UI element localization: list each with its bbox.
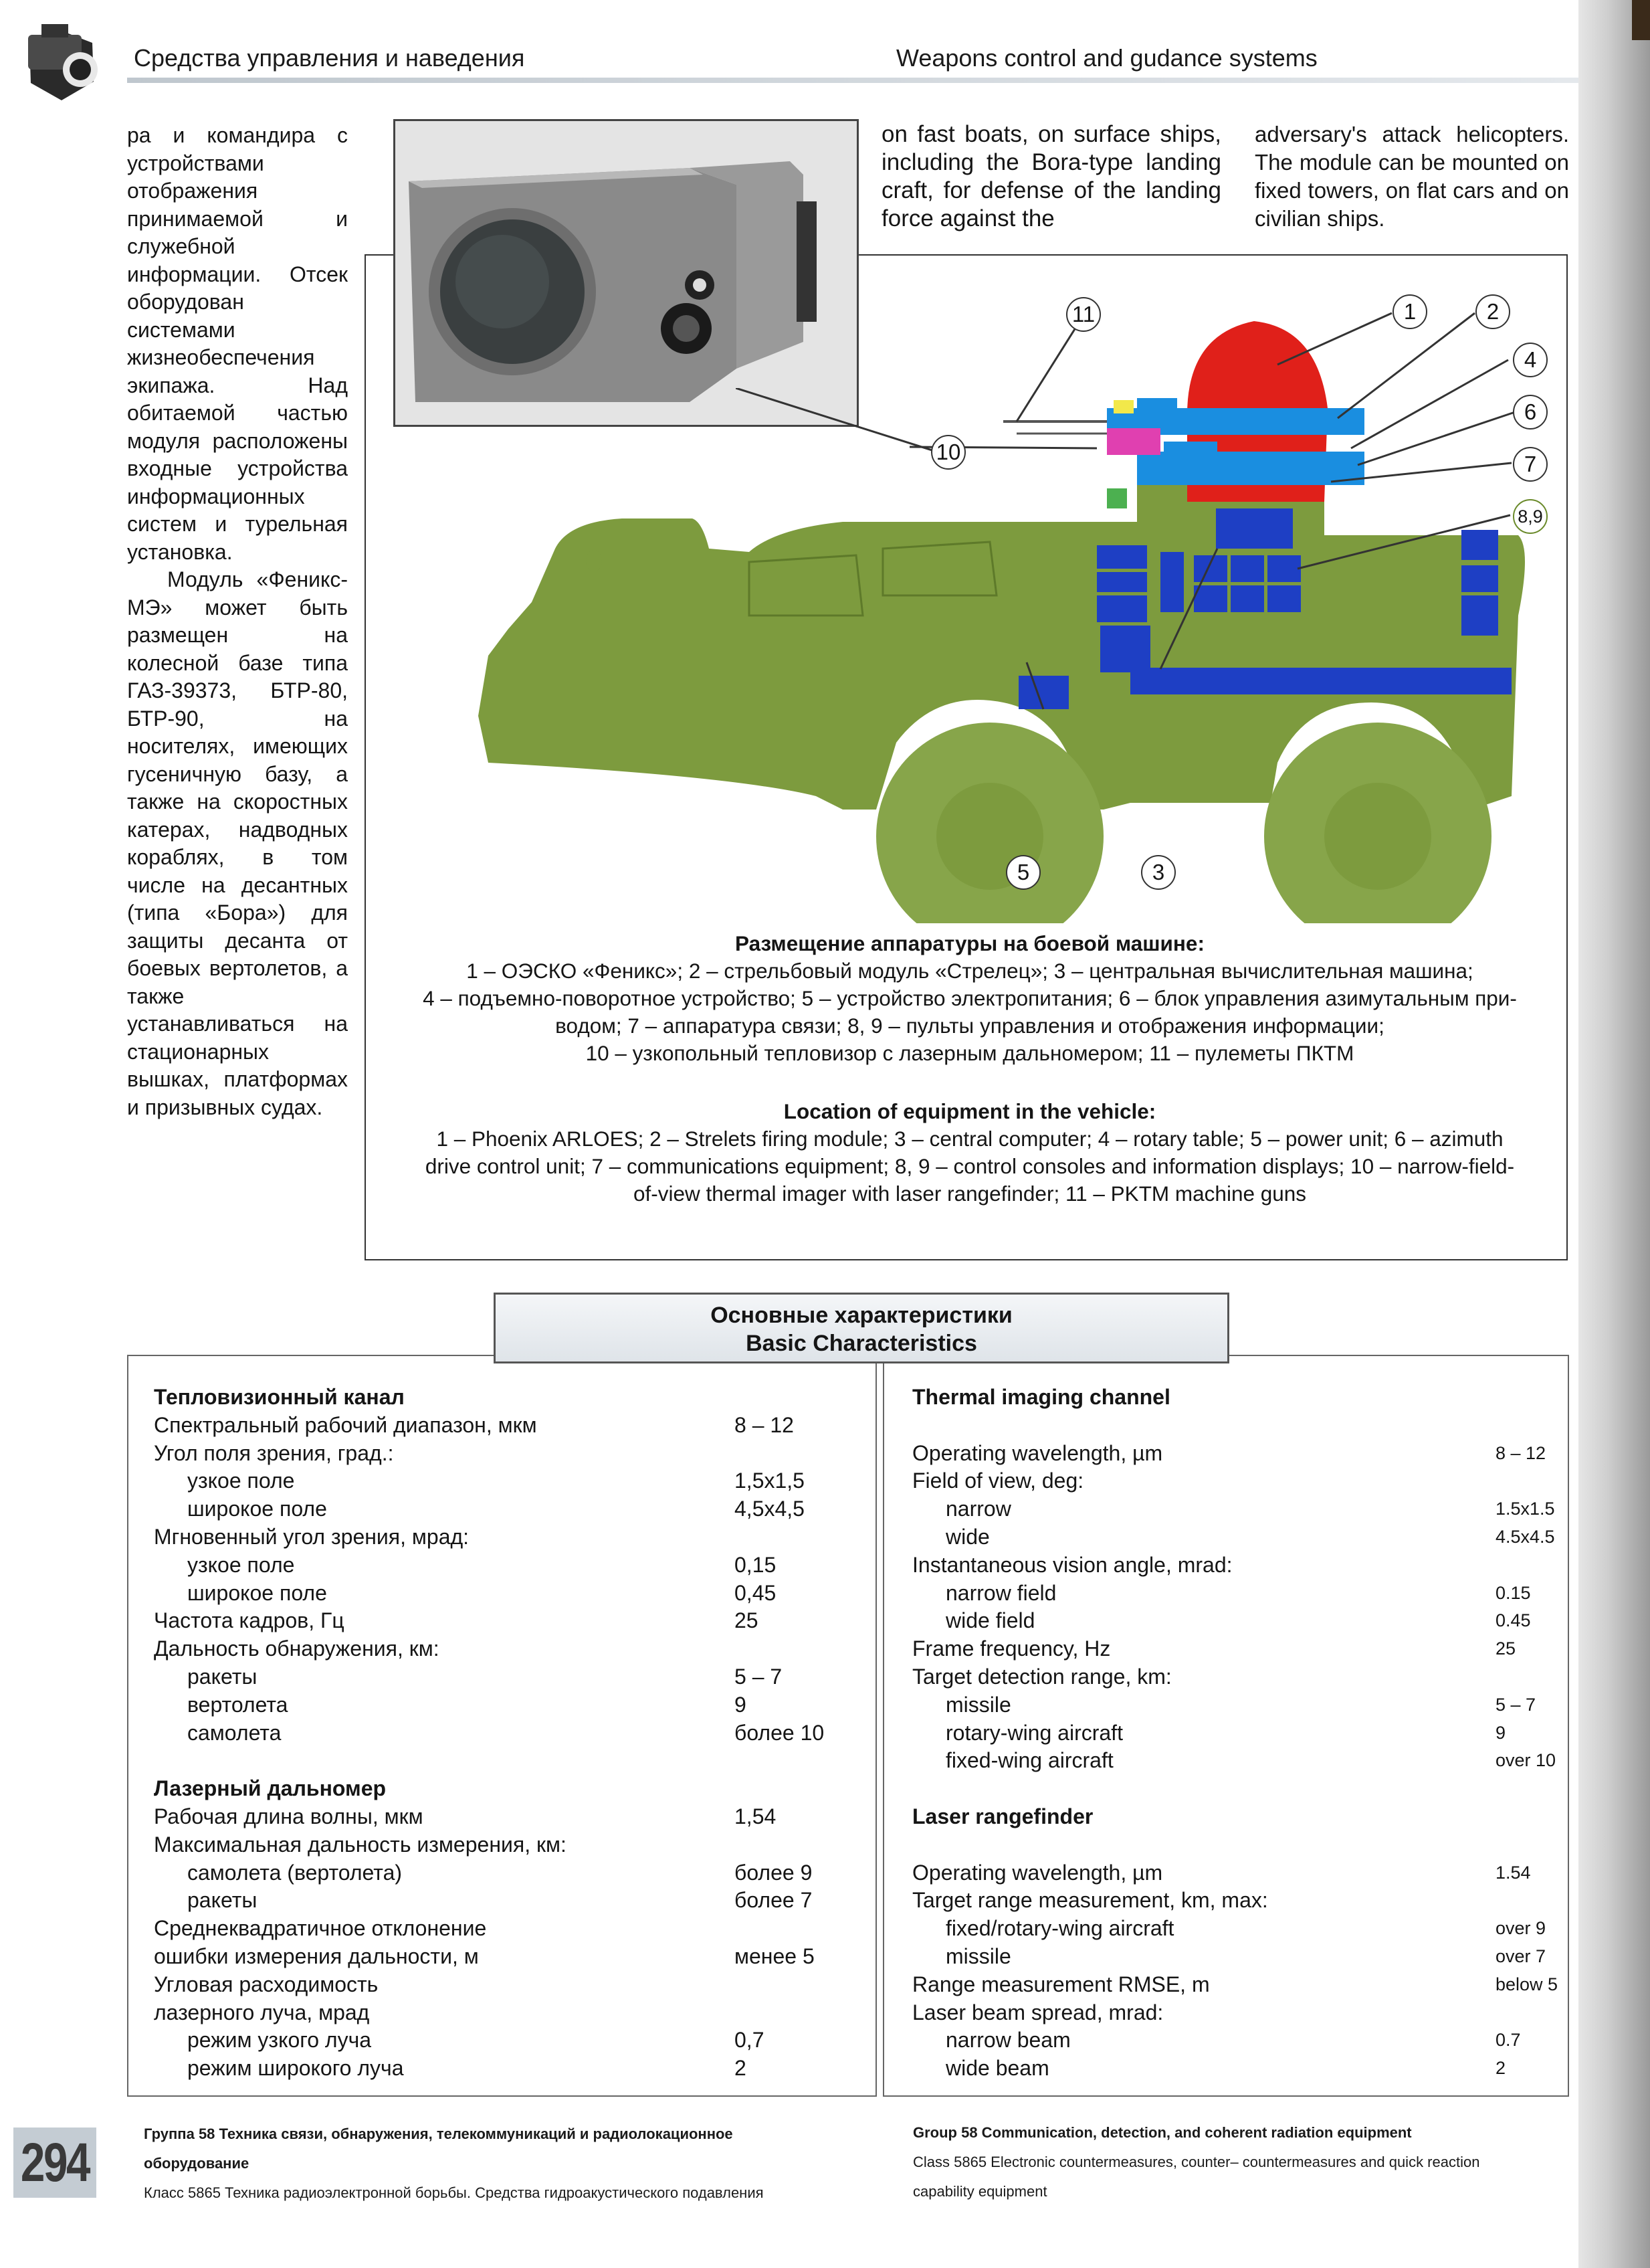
spec-en-label: Field of view, deg: bbox=[912, 1469, 1084, 1493]
spec-ru-row bbox=[154, 1915, 863, 1943]
footer-ru-group-cont: оборудование bbox=[144, 2155, 249, 2172]
spec-ru-value: 2 bbox=[734, 2056, 746, 2081]
spec-ru-label: узкое поле bbox=[187, 1469, 295, 1493]
callout-5: 5 bbox=[1006, 855, 1041, 890]
spec-en-row bbox=[912, 1747, 1561, 1775]
spec-ru-value: более 9 bbox=[734, 1860, 813, 1885]
spec-en-row bbox=[912, 1384, 1561, 1412]
spec-en-row bbox=[912, 1915, 1561, 1943]
figure-caption-en bbox=[371, 1098, 1568, 1208]
spec-ru-label: Угол поля зрения, град.: bbox=[154, 1440, 394, 1465]
page-gutter-shadow bbox=[1578, 0, 1650, 2268]
spec-en-label: missile bbox=[946, 1692, 1011, 1717]
header-rule bbox=[127, 78, 1578, 83]
spec-en-row bbox=[912, 1551, 1561, 1580]
spec-en-value: 8 – 12 bbox=[1496, 1442, 1546, 1463]
spec-ru-row bbox=[154, 1971, 863, 1999]
spec-en-row bbox=[912, 1523, 1561, 1551]
spec-ru-row bbox=[154, 1803, 863, 1831]
spec-en-row bbox=[912, 1607, 1561, 1635]
spec-en-label: Laser beam spread, mrad: bbox=[912, 2000, 1164, 2024]
characteristics-title bbox=[494, 1293, 1229, 1363]
spec-en-row bbox=[912, 2055, 1561, 2083]
spec-en-value: 2 bbox=[1496, 2058, 1506, 2079]
callout-4: 4 bbox=[1513, 343, 1548, 377]
spec-ru-row bbox=[154, 1887, 863, 1915]
spec-ru-row bbox=[154, 2026, 863, 2055]
spec-ru-row bbox=[154, 1691, 863, 1719]
spec-ru-row bbox=[154, 1719, 863, 1747]
spec-ru-label: широкое поле bbox=[187, 1497, 327, 1521]
spec-ru-label: ракеты bbox=[187, 1888, 257, 1913]
spec-ru-label: лазерного луча, мрад bbox=[154, 2000, 370, 2024]
spec-ru-row bbox=[154, 1580, 863, 1608]
spec-en-label: narrow field bbox=[946, 1580, 1057, 1605]
spec-ru-row bbox=[154, 1943, 863, 1971]
caption-en-line: 1 – Phoenix ARLOES; 2 – Strelets firing module; 3 – central computer; 4 – rotary table; 5 – power unit; 6 – azimuth bbox=[436, 1127, 1504, 1151]
footer-en-group: Group 58 Communication, detection, and coherent radiation equipment bbox=[913, 2124, 1412, 2141]
spec-ru-row bbox=[154, 1747, 863, 1775]
caption-en-line: of-view thermal imager with laser rangefinder; 11 – PKTM machine guns bbox=[633, 1182, 1307, 1206]
caption-ru-line: 10 – узкопольный тепловизор с лазерным дальномером; 11 – пулеметы ПКТМ bbox=[585, 1041, 1354, 1065]
section-camera-icon bbox=[15, 15, 108, 108]
characteristics-table-ru bbox=[154, 1384, 863, 2083]
photo-leader-line bbox=[736, 388, 950, 468]
spec-en-value: 25 bbox=[1496, 1638, 1516, 1659]
footer-ru-group: Группа 58 Техника связи, обнаружения, телекоммуникаций и радиолокационное bbox=[144, 2125, 733, 2142]
body-text-ru bbox=[127, 122, 348, 1121]
spec-ru-value: 9 bbox=[734, 1692, 746, 1717]
spec-ru-label: режим узкого луча bbox=[187, 2028, 372, 2053]
spec-ru-label: Угловая расходимость bbox=[154, 1972, 379, 1996]
spec-ru-row bbox=[154, 1467, 863, 1495]
spec-en-row bbox=[912, 1999, 1561, 2027]
thermal-imager-block bbox=[1107, 428, 1160, 455]
body-paragraph-ru-2: Модуль «Феникс-МЭ» может быть размещен на колесной базе типа ГАЗ-39373, БТР-80, БТР-90, на носителях, имеющих гусеничную базу, а также на скоростных катерах, надводных кораблях, в том числе на десантных (типа «Бора») для защиты десанта от боевых вертолетов, а также устанавливаться на стационарных вышках, платформах и призывных судах. bbox=[127, 567, 348, 1119]
callout-10: 10 bbox=[931, 435, 966, 470]
footer-ru-class: Класс 5865 Техника радиоэлектронной борьбы. Средства гидроакустического подавления bbox=[144, 2184, 764, 2201]
spec-en-label: Operating wavelength, µm bbox=[912, 1860, 1163, 1885]
callout-8-9: 8,9 bbox=[1513, 499, 1548, 534]
spec-ru-label: Максимальная дальность измерения, км: bbox=[154, 1832, 566, 1857]
spec-ru-row bbox=[154, 1495, 863, 1523]
spec-ru-label: самолета bbox=[187, 1720, 282, 1745]
spec-ru-value: 4,5x4,5 bbox=[734, 1497, 805, 1521]
header-right-title: Weapons control and gudance systems bbox=[896, 44, 1318, 72]
callout-7: 7 bbox=[1513, 447, 1548, 482]
spec-ru-label: Спектральный рабочий диапазон, мкм bbox=[154, 1412, 537, 1437]
spec-en-value: 0.45 bbox=[1496, 1610, 1531, 1631]
spec-en-label: narrow beam bbox=[946, 2028, 1071, 2053]
spec-en-row bbox=[912, 1943, 1561, 1971]
spec-en-label: Laser rangefinder bbox=[912, 1804, 1094, 1828]
caption-ru-line: водом; 7 – аппаратура связи; 8, 9 – пульты управления и отображения информации; bbox=[555, 1014, 1384, 1038]
spec-ru-value: более 7 bbox=[734, 1888, 813, 1913]
body-text-en-col-b: adversary's attack helicopters. The module can be mounted on fixed towers, on flat cars and on civilian ships. bbox=[1255, 122, 1569, 231]
spec-ru-row bbox=[154, 1663, 863, 1691]
spec-ru-row bbox=[154, 1831, 863, 1859]
caption-en-title: Location of equipment in the vehicle: bbox=[783, 1099, 1156, 1123]
footer-en-class-cont: capability equipment bbox=[913, 2183, 1047, 2200]
spec-ru-label: режим широкого луча bbox=[187, 2056, 404, 2081]
spec-en-label: wide bbox=[946, 1524, 990, 1549]
spec-en-row bbox=[912, 1859, 1561, 1887]
callout-1: 1 bbox=[1393, 294, 1427, 329]
spec-en-label: fixed-wing aircraft bbox=[946, 1748, 1114, 1773]
spec-ru-label: Лазерный дальномер bbox=[154, 1776, 387, 1801]
spec-ru-label: Мгновенный угол зрения, мрад: bbox=[154, 1524, 470, 1549]
spec-en-row bbox=[912, 2026, 1561, 2055]
footer-en-class: Class 5865 Electronic countermeasures, counter– countermeasures and quick reaction bbox=[913, 2154, 1480, 2170]
spec-ru-label: ошибки измерения дальности, м bbox=[154, 1944, 479, 1968]
spec-en-label: Thermal imaging channel bbox=[912, 1385, 1170, 1409]
spec-en-row bbox=[912, 1635, 1561, 1663]
spec-ru-row bbox=[154, 1523, 863, 1551]
spec-en-row bbox=[912, 1412, 1561, 1440]
spec-ru-value: 0,7 bbox=[734, 2028, 764, 2053]
spec-en-row bbox=[912, 1971, 1561, 1999]
spec-en-label: Frame frequency, Hz bbox=[912, 1636, 1111, 1661]
vehicle-equipment-diagram bbox=[468, 281, 1565, 923]
spec-ru-value: более 10 bbox=[734, 1720, 825, 1745]
spec-en-row bbox=[912, 1831, 1561, 1859]
caption-en-line: drive control unit; 7 – communications equipment; 8, 9 – control consoles and information displays; 10 – narrow-field- bbox=[425, 1154, 1515, 1178]
spec-en-row bbox=[912, 1719, 1561, 1747]
caption-ru-line: 4 – подъемно-поворотное устройство; 5 – устройство электропитания; 6 – блок управления азимутальным при- bbox=[423, 986, 1517, 1010]
spec-ru-value: менее 5 bbox=[734, 1944, 815, 1968]
header-left-title: Средства управления и наведения bbox=[134, 44, 525, 72]
spec-en-row bbox=[912, 1887, 1561, 1915]
spec-ru-label: Тепловизионный канал bbox=[154, 1385, 405, 1409]
spec-en-label: Target range measurement, km, max: bbox=[912, 1888, 1268, 1913]
spec-en-value: 1.5x1.5 bbox=[1496, 1499, 1555, 1519]
spec-en-value: 0.7 bbox=[1496, 2030, 1521, 2051]
characteristics-title-en: Basic Characteristics bbox=[746, 1331, 977, 1356]
spec-en-value: 1.54 bbox=[1496, 1862, 1531, 1883]
spec-en-value: over 7 bbox=[1496, 1946, 1546, 1966]
spec-en-label: fixed/rotary-wing aircraft bbox=[946, 1916, 1174, 1941]
spec-ru-value: 8 – 12 bbox=[734, 1412, 794, 1437]
spec-en-value: 4.5x4.5 bbox=[1496, 1526, 1555, 1547]
page-edge bbox=[1632, 0, 1650, 40]
spec-ru-value: 5 – 7 bbox=[734, 1664, 783, 1689]
spec-ru-row bbox=[154, 2055, 863, 2083]
spec-en-row bbox=[912, 1467, 1561, 1495]
spec-en-value: 9 bbox=[1496, 1722, 1506, 1743]
spec-ru-label: Среднеквадратичное отклонение bbox=[154, 1916, 487, 1941]
spec-ru-row bbox=[154, 1412, 863, 1440]
spec-en-label: wide field bbox=[946, 1608, 1035, 1633]
figure-caption-ru bbox=[371, 930, 1568, 1067]
spec-en-label: rotary-wing aircraft bbox=[946, 1720, 1123, 1745]
spec-en-label: Range measurement RMSE, m bbox=[912, 1972, 1210, 1996]
spec-ru-label: узкое поле bbox=[187, 1552, 295, 1577]
spec-ru-value: 25 bbox=[734, 1608, 758, 1633]
callout-2: 2 bbox=[1475, 294, 1510, 329]
spec-en-label: Operating wavelength, µm bbox=[912, 1440, 1163, 1465]
spec-ru-value: 1,5x1,5 bbox=[734, 1469, 805, 1493]
spec-en-row bbox=[912, 1691, 1561, 1719]
spec-ru-label: Частота кадров, Гц bbox=[154, 1608, 344, 1633]
spec-ru-row bbox=[154, 1859, 863, 1887]
spec-en-row bbox=[912, 1495, 1561, 1523]
spec-en-row bbox=[912, 1663, 1561, 1691]
spec-en-row bbox=[912, 1580, 1561, 1608]
spec-en-row bbox=[912, 1775, 1561, 1803]
caption-ru-line: 1 – ОЭСКО «Феникс»; 2 – стрельбовый модуль «Стрелец»; 3 – центральная вычислительная машина; bbox=[466, 959, 1473, 983]
spec-en-label: missile bbox=[946, 1944, 1011, 1968]
spec-ru-row bbox=[154, 1775, 863, 1803]
spec-en-label: wide beam bbox=[946, 2056, 1049, 2081]
body-paragraph-ru-1: ра и командира с устройствами отображения принимаемой и служебной информации. Отсек оборудован системами жизнеобеспечения экипажа. Над обитаемой частью модуля расположены входные устройства информационных систем и турельная установка. bbox=[127, 123, 348, 564]
spec-ru-value: 0,45 bbox=[734, 1580, 777, 1605]
spec-ru-row bbox=[154, 1384, 863, 1412]
spec-en-row bbox=[912, 1440, 1561, 1468]
spec-en-label: Instantaneous vision angle, mrad: bbox=[912, 1552, 1233, 1577]
spec-ru-label: самолета (вертолета) bbox=[187, 1860, 403, 1885]
characteristics-title-ru: Основные характеристики bbox=[710, 1303, 1013, 1328]
spec-ru-label: ракеты bbox=[187, 1664, 257, 1689]
spec-ru-row bbox=[154, 1999, 863, 2027]
spec-ru-label: Дальность обнаружения, км: bbox=[154, 1636, 439, 1661]
spec-ru-value: 1,54 bbox=[734, 1804, 777, 1828]
spec-ru-label: вертолета bbox=[187, 1692, 288, 1717]
spec-ru-row bbox=[154, 1607, 863, 1635]
page-number: 294 bbox=[13, 2128, 96, 2198]
spec-ru-row bbox=[154, 1635, 863, 1663]
spec-en-value: over 9 bbox=[1496, 1918, 1546, 1939]
spec-en-value: below 5 bbox=[1496, 1974, 1558, 1994]
spec-ru-label: широкое поле bbox=[187, 1580, 327, 1605]
callout-6: 6 bbox=[1513, 395, 1548, 430]
caption-ru-title: Размещение аппаратуры на боевой машине: bbox=[735, 931, 1205, 955]
spec-ru-row bbox=[154, 1551, 863, 1580]
spec-en-value: 5 – 7 bbox=[1496, 1694, 1536, 1715]
spec-en-value: 0.15 bbox=[1496, 1582, 1531, 1603]
spec-en-row bbox=[912, 1803, 1561, 1831]
spec-ru-row bbox=[154, 1440, 863, 1468]
spec-en-label: narrow bbox=[946, 1497, 1011, 1521]
callout-11: 11 bbox=[1066, 297, 1101, 332]
spec-ru-value: 0,15 bbox=[734, 1552, 777, 1577]
characteristics-table-en bbox=[912, 1384, 1561, 2083]
spec-ru-label: Рабочая длина волны, мкм bbox=[154, 1804, 423, 1828]
callout-3: 3 bbox=[1141, 855, 1176, 890]
body-text-en-col-a: on fast boats, on surface ships, including the Bora-type landing craft, for defense of the landing force against the bbox=[882, 121, 1221, 231]
spec-en-label: Target detection range, km: bbox=[912, 1664, 1172, 1689]
spec-en-value: over 10 bbox=[1496, 1750, 1556, 1771]
